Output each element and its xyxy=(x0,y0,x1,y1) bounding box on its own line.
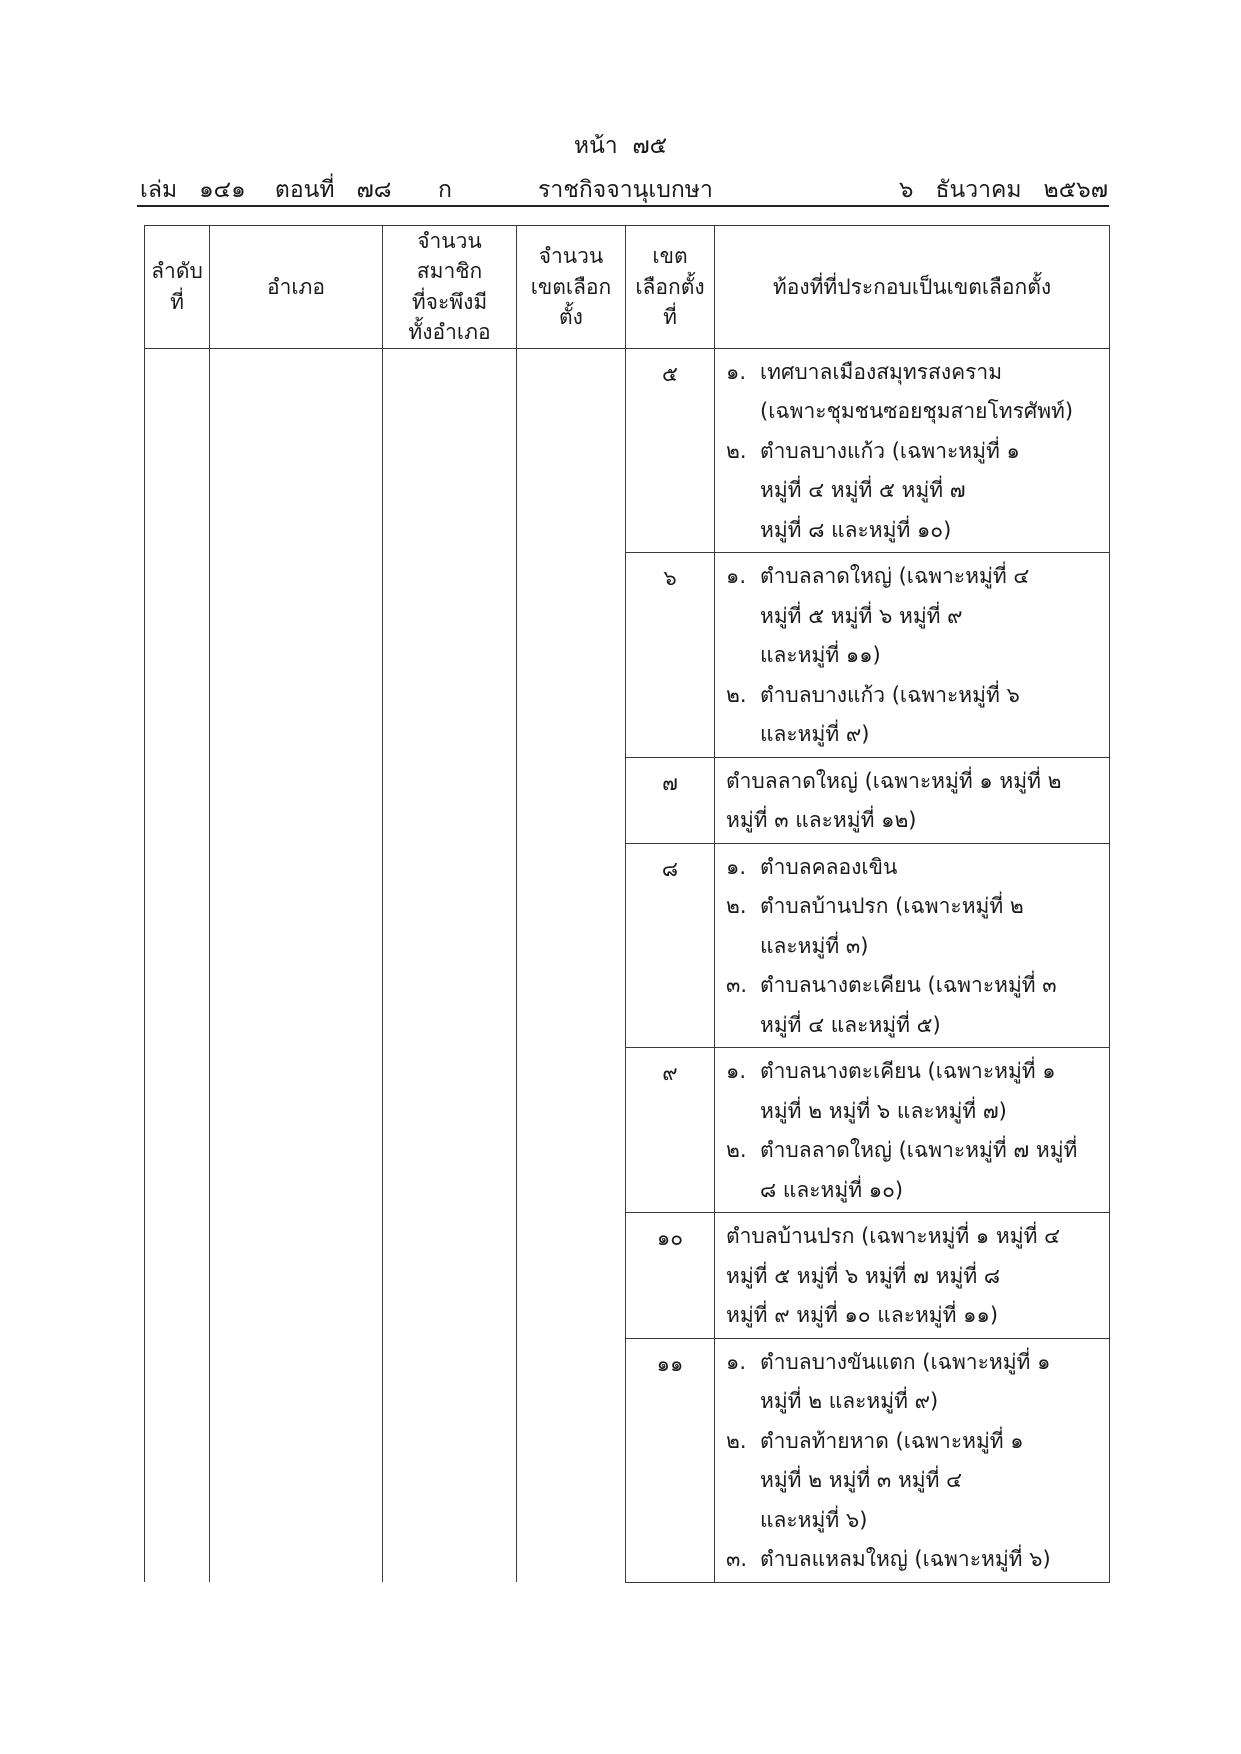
col-members-line: ที่จะพึงมี xyxy=(411,289,488,314)
col-district-label: อำเภอ xyxy=(266,274,326,299)
area-item-text xyxy=(760,1131,1099,1210)
area-item-number: ๒. xyxy=(726,1428,747,1453)
area-item xyxy=(726,887,1099,966)
zone-number-cell: ๗ xyxy=(626,757,715,843)
area-item xyxy=(726,1052,1099,1131)
area-text-line: ตำบลแหลมใหญ่ (เฉพาะหมู่ที่ ๖) xyxy=(760,1547,1051,1572)
zone-count-cell xyxy=(517,348,626,1582)
area-text-line: ตำบลนางตะเคียน (เฉพาะหมู่ที่ ๑ xyxy=(760,1059,1056,1084)
area-item-number: ๑. xyxy=(726,359,747,384)
area-text-line: หมู่ที่ ๓ และหมู่ที่ ๑๒) xyxy=(726,808,917,833)
area-cell xyxy=(715,843,1110,1048)
election-zone-table xyxy=(144,225,1110,1583)
area-item-number: ๑. xyxy=(726,1349,747,1374)
area-item-number: ๒. xyxy=(726,894,747,919)
area-cell xyxy=(715,1338,1110,1582)
order-cell xyxy=(145,348,210,1582)
volume-info xyxy=(140,172,392,208)
page-label: หน้า xyxy=(573,133,618,159)
section-number: ๗๘ xyxy=(356,177,392,203)
section-label: ตอนที่ xyxy=(274,177,335,203)
col-area-header xyxy=(715,226,1110,349)
area-text-line: ตำบลบางแก้ว (เฉพาะหมู่ที่ ๑ xyxy=(760,438,1020,463)
area-text-line: ตำบลบางขันแตก (เฉพาะหมู่ที่ ๑ xyxy=(760,1349,1051,1374)
area-text-line: ตำบลบางแก้ว (เฉพาะหมู่ที่ ๖ xyxy=(760,682,1020,707)
area-text-line: หมู่ที่ ๒ และหมู่ที่ ๙) xyxy=(760,1389,939,1414)
area-text-line: หมู่ที่ ๔ และหมู่ที่ ๕) xyxy=(760,1012,941,1037)
area-item-number: ๓. xyxy=(726,1547,748,1572)
area-item-text xyxy=(760,432,1099,551)
col-zone-number-line: เลือกตั้ง xyxy=(635,274,705,299)
area-text-line: และหมู่ที่ ๖) xyxy=(760,1507,868,1532)
col-members-header xyxy=(383,226,517,349)
col-zone-count-line: จำนวน xyxy=(538,244,604,269)
date-day: ๖ xyxy=(898,177,914,203)
area-item-text xyxy=(726,1217,1099,1336)
area-text-line: หมู่ที่ ๒ หมู่ที่ ๖ และหมู่ที่ ๗) xyxy=(760,1098,1007,1123)
table-body xyxy=(145,348,1110,1582)
area-item xyxy=(726,676,1099,755)
date-month: ธันวาคม xyxy=(935,177,1022,203)
area-item xyxy=(726,1540,1099,1580)
area-text-line: หมู่ที่ ๔ หมู่ที่ ๕ หมู่ที่ ๗ xyxy=(760,478,966,503)
area-cell xyxy=(715,1048,1110,1213)
area-item-text xyxy=(726,762,1099,841)
area-text-line: ตำบลคลองเขิน xyxy=(760,854,898,879)
col-order-line: ลำดับ xyxy=(151,259,203,284)
volume-label: เล่ม xyxy=(140,177,178,203)
area-text-line: ตำบลลาดใหญ่ (เฉพาะหมู่ที่ ๔ xyxy=(760,564,1030,589)
area-text-line: ตำบลท้ายหาด (เฉพาะหมู่ที่ ๑ xyxy=(760,1428,1024,1453)
col-members-line: จำนวนสมาชิก xyxy=(416,229,483,284)
area-item-number: ๒. xyxy=(726,438,747,463)
zone-number-cell: ๕ xyxy=(626,348,715,553)
area-text-line: หมู่ที่ ๘ และหมู่ที่ ๑๐) xyxy=(760,517,952,542)
area-item-text xyxy=(760,1052,1099,1131)
area-text-line: ตำบลลาดใหญ่ (เฉพาะหมู่ที่ ๗ หมู่ที่ xyxy=(760,1138,1078,1163)
members-cell xyxy=(383,348,517,1582)
area-item xyxy=(726,762,1099,841)
area-item xyxy=(726,1131,1099,1210)
area-text-line: หมู่ที่ ๙ หมู่ที่ ๑๐ และหมู่ที่ ๑๑) xyxy=(726,1303,999,1328)
area-text-line: ๘ และหมู่ที่ ๑๐) xyxy=(760,1177,904,1202)
area-text-line: ตำบลนางตะเคียน (เฉพาะหมู่ที่ ๓ xyxy=(760,973,1057,998)
area-cell xyxy=(715,1213,1110,1339)
area-item-text xyxy=(760,1540,1099,1580)
publication-date xyxy=(899,172,1108,208)
area-item-text xyxy=(760,887,1099,966)
area-item-text xyxy=(760,1343,1099,1422)
area-text-line: และหมู่ที่ ๙) xyxy=(760,722,870,747)
zone-number-cell: ๙ xyxy=(626,1048,715,1213)
area-item xyxy=(726,557,1099,676)
area-item-number: ๑. xyxy=(726,854,747,879)
area-cell xyxy=(715,553,1110,758)
area-item-text xyxy=(760,557,1099,676)
district-cell xyxy=(210,348,383,1582)
area-text-line: ตำบลบ้านปรก (เฉพาะหมู่ที่ ๑ หมู่ที่ ๔ xyxy=(726,1224,1061,1249)
col-zone-count-line: เขตเลือกตั้ง xyxy=(530,274,612,330)
table-header-row xyxy=(145,226,1110,349)
area-item xyxy=(726,1217,1099,1336)
section-type: ก xyxy=(438,177,452,203)
area-item xyxy=(726,1343,1099,1422)
page-number xyxy=(0,128,1241,164)
area-item-number: ๑. xyxy=(726,564,747,589)
col-order-header xyxy=(145,226,210,349)
area-cell xyxy=(715,348,1110,553)
area-item-text xyxy=(760,1422,1099,1541)
area-item-number: ๒. xyxy=(726,1138,747,1163)
area-item xyxy=(726,432,1099,551)
area-item xyxy=(726,1422,1099,1541)
area-text-line: หมู่ที่ ๕ หมู่ที่ ๖ หมู่ที่ ๗ หมู่ที่ ๘ xyxy=(726,1263,1001,1288)
col-zone-number-line: ที่ xyxy=(663,305,677,330)
zone-number-cell: ๖ xyxy=(626,553,715,758)
zone-number-cell: ๑๑ xyxy=(626,1338,715,1582)
col-area-label: ท้องที่ที่ประกอบเป็นเขตเลือกตั้ง xyxy=(772,274,1052,299)
area-item xyxy=(726,353,1099,432)
area-item-text xyxy=(760,966,1099,1045)
col-zone-number-header xyxy=(626,226,715,349)
area-item-number: ๑. xyxy=(726,1059,747,1084)
publication-title: ราชกิจจานุเบกษา xyxy=(538,177,713,203)
area-cell xyxy=(715,757,1110,843)
table-row xyxy=(145,348,1110,553)
area-text-line: ตำบลบ้านปรก (เฉพาะหมู่ที่ ๒ xyxy=(760,894,1024,919)
zone-number-cell: ๑๐ xyxy=(626,1213,715,1339)
area-text-line: ตำบลลาดใหญ่ (เฉพาะหมู่ที่ ๑ หมู่ที่ ๒ xyxy=(726,768,1062,793)
col-zone-number-line: เขต xyxy=(652,244,688,269)
col-members-line: ทั้งอำเภอ xyxy=(408,320,491,345)
area-item xyxy=(726,966,1099,1045)
volume-number: ๑๔๑ xyxy=(199,177,246,203)
area-text-line: เทศบาลเมืองสมุทรสงคราม xyxy=(760,359,1003,384)
col-zone-count-header xyxy=(517,226,626,349)
zone-number-cell: ๘ xyxy=(626,843,715,1048)
area-text-line: และหมู่ที่ ๑๑) xyxy=(760,643,881,668)
area-text-line: (เฉพาะชุมชนซอยชุมสายโทรศัพท์) xyxy=(760,399,1074,424)
area-text-line: หมู่ที่ ๒ หมู่ที่ ๓ หมู่ที่ ๔ xyxy=(760,1468,963,1493)
area-item-number: ๒. xyxy=(726,682,747,707)
area-item-number: ๓. xyxy=(726,973,748,998)
area-item xyxy=(726,848,1099,888)
col-order-line: ที่ xyxy=(170,289,184,314)
area-text-line: หมู่ที่ ๕ หมู่ที่ ๖ หมู่ที่ ๙ xyxy=(760,603,963,628)
area-text-line: และหมู่ที่ ๓) xyxy=(760,933,869,958)
page-number-value: ๗๕ xyxy=(632,133,668,159)
area-item-text xyxy=(760,676,1099,755)
col-district-header xyxy=(210,226,383,349)
header-rule xyxy=(137,205,1109,207)
area-item-text xyxy=(760,848,1099,888)
area-item-text xyxy=(760,353,1099,432)
date-year: ๒๕๖๗ xyxy=(1043,177,1108,203)
